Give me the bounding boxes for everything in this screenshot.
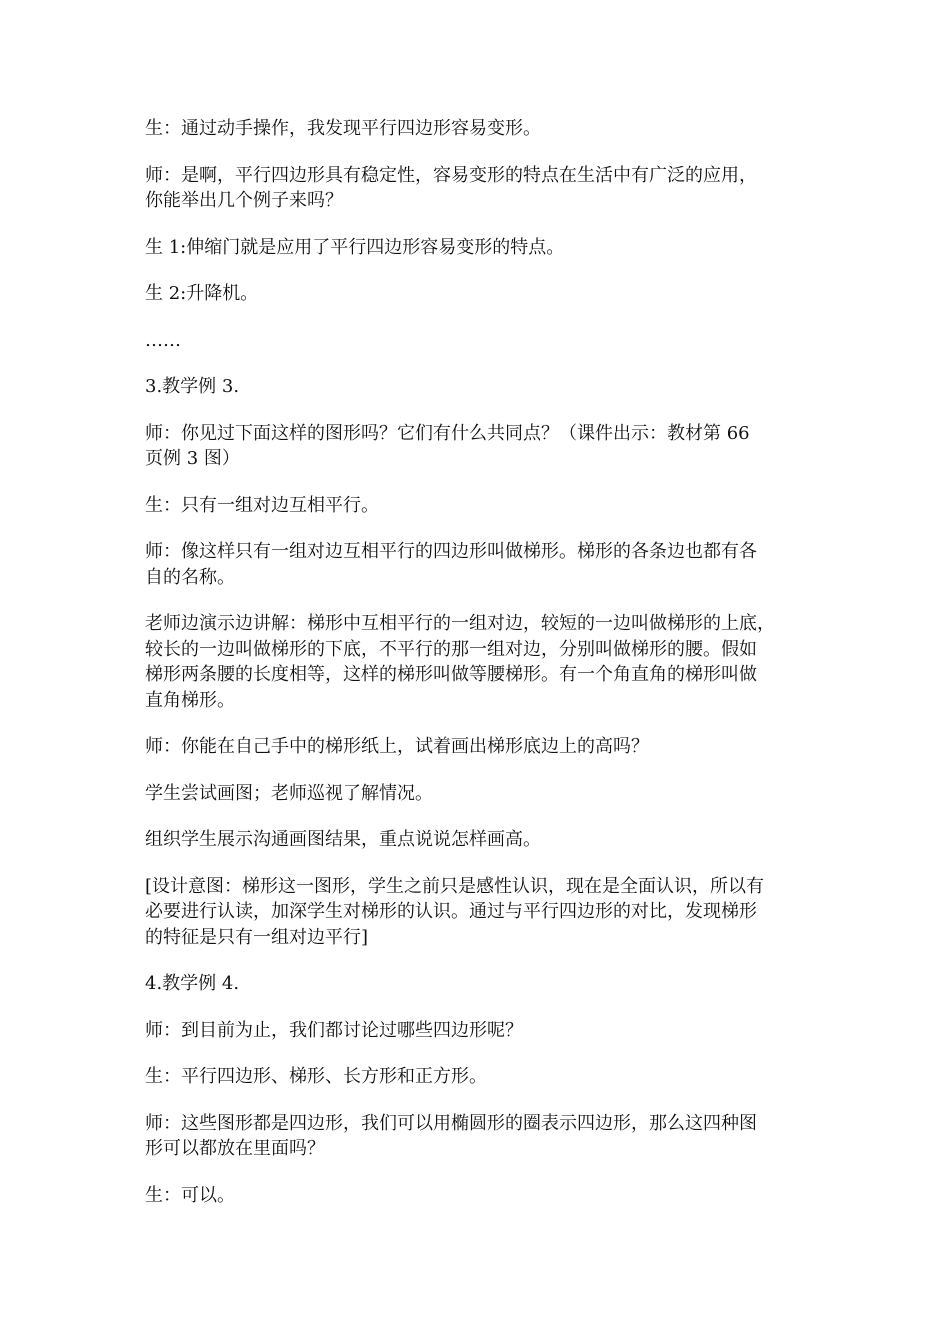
paragraph-line: 直角梯形。 <box>145 689 235 711</box>
paragraph-line: 的特征是只有一组对边平行] <box>145 926 369 948</box>
paragraph <box>145 421 810 472</box>
paragraph: 生：可以。 <box>145 1184 235 1206</box>
paragraph <box>145 1111 810 1162</box>
paragraph: 师：到目前为止，我们都讨论过哪些四边形呢？ <box>145 1019 523 1041</box>
paragraph: 生 2:升降机。 <box>145 283 259 304</box>
paragraph-line: 你能举出几个例子来吗？ <box>145 190 343 211</box>
paragraph: 师：你能在自己手中的梯形纸上，试着画出梯形底边上的高吗？ <box>145 736 649 757</box>
paragraph: 生：通过动手操作，我发现平行四边形容易变形。 <box>145 118 541 139</box>
paragraph-line: 师：是啊，平行四边形具有稳定性，容易变形的特点在生活中有广泛的应用， <box>145 164 757 186</box>
paragraph <box>145 539 810 590</box>
paragraph <box>145 163 810 214</box>
paragraph: 3.教学例 3. <box>145 376 240 397</box>
paragraph-line: 必要进行认读，加深学生对梯形的认识。通过与平行四边形的对比，发现梯形 <box>145 901 757 922</box>
paragraph-line: 形可以都放在里面吗？ <box>145 1138 325 1159</box>
paragraph-line: [设计意图：梯形这一图形，学生之前只是感性认识，现在是全面认识，所以有 <box>145 875 765 897</box>
paragraph-line: 师：像这样只有一组对边互相平行的四边形叫做梯形。梯形的各条边也都有各 <box>145 541 757 562</box>
paragraph-line: 老师边演示边讲解：梯形中互相平行的一组对边，较短的一边叫做梯形的上底， <box>145 613 775 634</box>
paragraph-line: 师：你见过下面这样的图形吗？它们有什么共同点？（课件出示：教材第 66 <box>145 422 750 444</box>
paragraph-line: 师：这些图形都是四边形，我们可以用椭圆形的圈表示四边形，那么这四种图 <box>145 1112 757 1134</box>
paragraph: 组织学生展示沟通画图结果，重点说说怎样画高。 <box>145 829 541 850</box>
paragraph-line: 梯形两条腰的长度相等，这样的梯形叫做等腰梯形。有一个角直角的梯形叫做 <box>145 664 757 685</box>
paragraph: 生：平行四边形、梯形、长方形和正方形。 <box>145 1066 487 1087</box>
paragraph-line: 自的名称。 <box>145 566 235 588</box>
paragraph: 4.教学例 4. <box>145 973 240 994</box>
document-body <box>145 116 810 1229</box>
paragraph <box>145 874 810 951</box>
paragraph: 生：只有一组对边互相平行。 <box>145 494 379 516</box>
paragraph-line: 页例 3 图） <box>145 448 240 469</box>
paragraph: 生 1:伸缩门就是应用了平行四边形容易变形的特点。 <box>145 236 565 258</box>
paragraph: 学生尝试画图；老师巡视了解情况。 <box>145 782 433 804</box>
paragraph <box>145 611 810 713</box>
paragraph: …… <box>145 329 181 351</box>
paragraph-line: 较长的一边叫做梯形的下底，不平行的那一组对边，分别叫做梯形的腰。假如 <box>145 638 757 660</box>
